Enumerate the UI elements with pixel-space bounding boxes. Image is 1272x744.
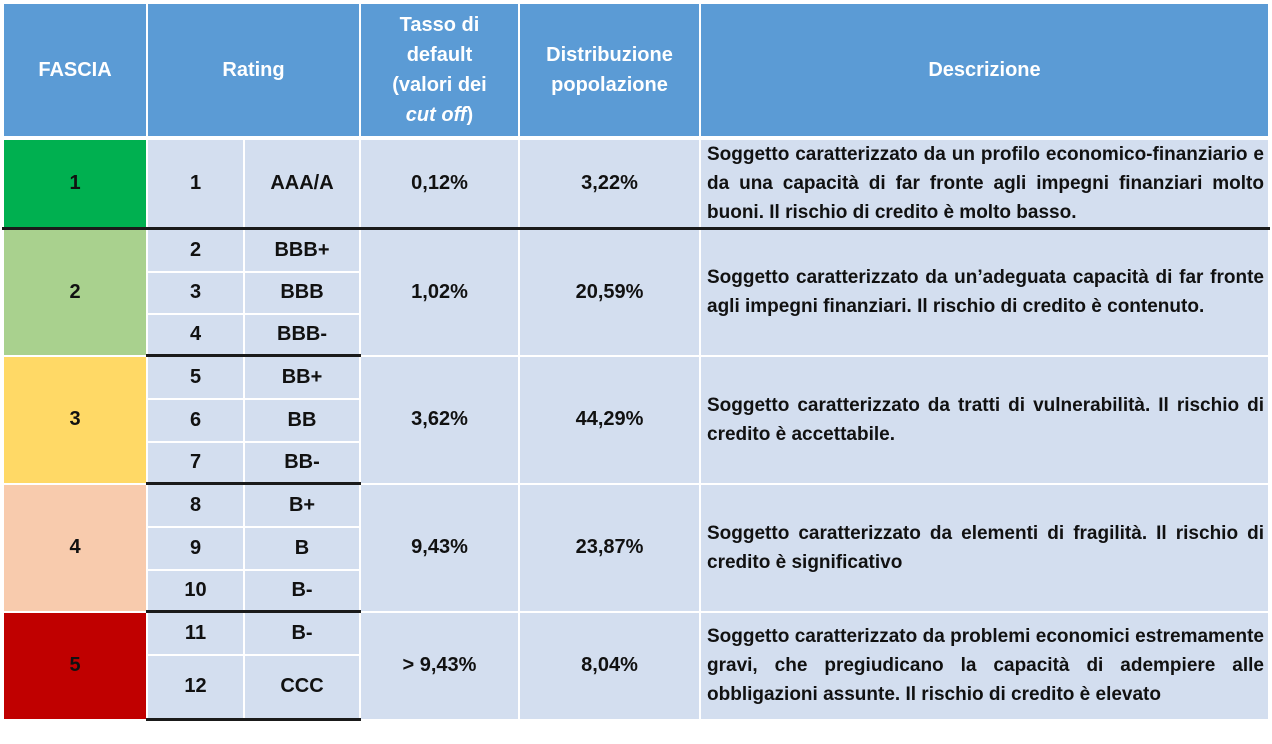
rating-grade-cell: AAA/A [244, 138, 360, 229]
distribuzione-cell: 3,22% [519, 138, 700, 229]
rating-number-cell: 4 [147, 314, 244, 356]
header-distribuzione-line1: Distribuzione [546, 44, 673, 66]
header-distribuzione-line2: popolazione [551, 74, 668, 96]
distribuzione-cell: 44,29% [519, 356, 700, 484]
header-row [3, 3, 1269, 138]
tasso-default-cell: 0,12% [360, 138, 519, 229]
header-tasso-close: ) [466, 104, 474, 126]
distribuzione-cell: 8,04% [519, 612, 700, 720]
rating-number-cell: 2 [147, 229, 244, 272]
rating-number-cell: 1 [147, 138, 244, 229]
rating-grade-cell: BB+ [244, 356, 360, 399]
rating-number-cell: 12 [147, 655, 244, 720]
descrizione-cell: Soggetto caratterizzato da un profilo economico-finanziario e da una capacità di far fronte agli impegni finanziari molto buoni. Il rischio di credito è molto basso. [700, 138, 1269, 229]
rating-grade-cell: BB [244, 399, 360, 442]
table-body [3, 138, 1269, 720]
header-fascia: FASCIA [3, 3, 147, 138]
table-row [3, 229, 1269, 272]
tasso-default-cell: 9,43% [360, 484, 519, 612]
rating-grade-cell: B- [244, 570, 360, 612]
fascia-cell: 5 [3, 612, 147, 720]
header-tasso-cutoff: cut off [405, 104, 467, 126]
descrizione-cell: Soggetto caratterizzato da problemi economici estremamente gravi, che pregiudicano la capacità di adempiere alle obbligazioni assunte. Il rischio di credito è elevato [700, 612, 1269, 720]
rating-grade-cell: BBB- [244, 314, 360, 356]
rating-number-cell: 3 [147, 272, 244, 314]
rating-grade-cell: BBB [244, 272, 360, 314]
fascia-cell: 3 [3, 356, 147, 484]
tasso-default-cell: 1,02% [360, 229, 519, 356]
table-row [3, 356, 1269, 399]
distribuzione-cell: 23,87% [519, 484, 700, 612]
rating-number-cell: 8 [147, 484, 244, 527]
header-tasso-line1: Tasso di [399, 14, 480, 36]
fascia-cell: 1 [3, 138, 147, 229]
header-tasso-line3: (valori dei [392, 74, 487, 96]
rating-table [2, 2, 1270, 721]
table-row [3, 612, 1269, 655]
header-descrizione: Descrizione [700, 3, 1269, 138]
rating-grade-cell: BBB+ [244, 229, 360, 272]
header-rating: Rating [147, 3, 360, 138]
table-row [3, 484, 1269, 527]
rating-number-cell: 11 [147, 612, 244, 655]
tasso-default-cell: 3,62% [360, 356, 519, 484]
rating-number-cell: 10 [147, 570, 244, 612]
header-tasso-line2: default [406, 44, 473, 66]
rating-number-cell: 7 [147, 442, 244, 484]
rating-grade-cell: B [244, 527, 360, 570]
rating-grade-cell: B+ [244, 484, 360, 527]
tasso-default-cell: > 9,43% [360, 612, 519, 720]
fascia-cell: 4 [3, 484, 147, 612]
rating-grade-cell: BB- [244, 442, 360, 484]
header-tasso [360, 3, 519, 138]
rating-number-cell: 6 [147, 399, 244, 442]
table-row [3, 138, 1269, 229]
descrizione-cell: Soggetto caratterizzato da tratti di vulnerabilità. Il rischio di credito è accettabile. [700, 356, 1269, 484]
distribuzione-cell: 20,59% [519, 229, 700, 356]
header-distribuzione [519, 3, 700, 138]
rating-grade-cell: CCC [244, 655, 360, 720]
rating-number-cell: 9 [147, 527, 244, 570]
descrizione-cell: Soggetto caratterizzato da un’adeguata capacità di far fronte agli impegni finanziari. Il rischio di credito è contenuto. [700, 229, 1269, 356]
fascia-cell: 2 [3, 229, 147, 356]
rating-grade-cell: B- [244, 612, 360, 655]
rating-number-cell: 5 [147, 356, 244, 399]
descrizione-cell: Soggetto caratterizzato da elementi di fragilità. Il rischio di credito è significativo [700, 484, 1269, 612]
